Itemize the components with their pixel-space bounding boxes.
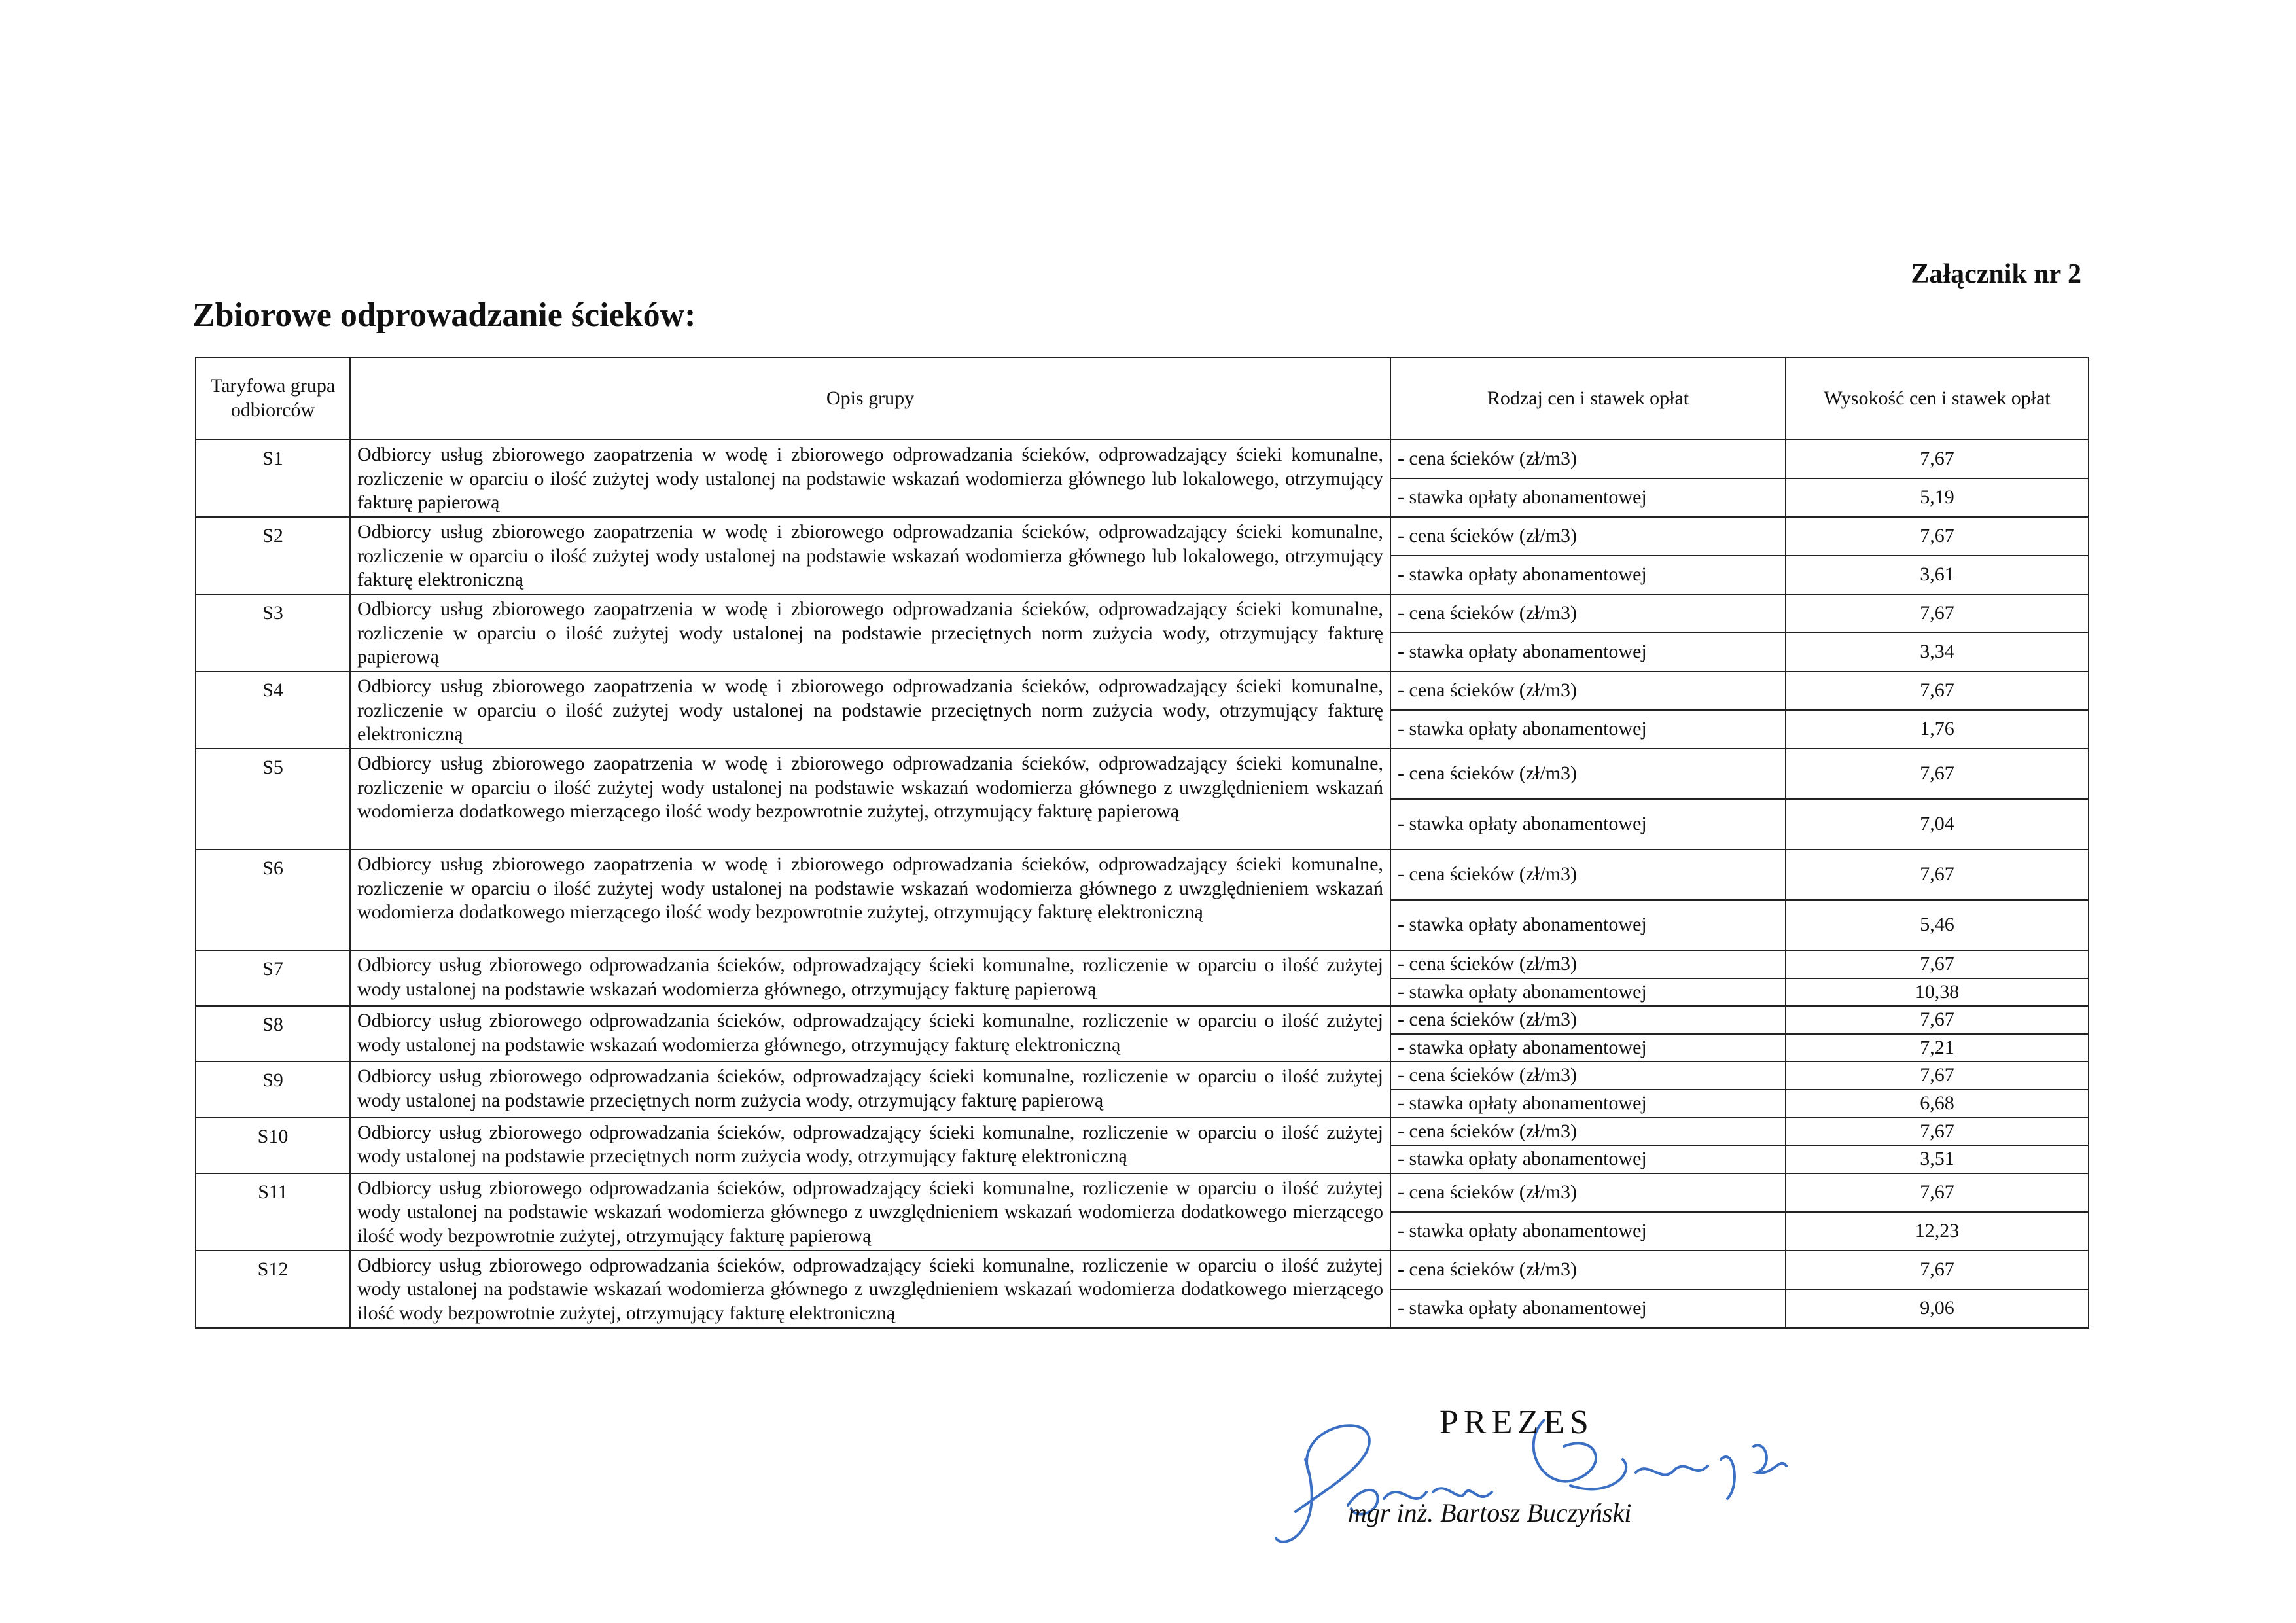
sewage-price-label: - cena ścieków (zł/m3) <box>1390 749 1786 799</box>
group-description: Odbiorcy usług zbiorowego odprowadzania ścieków, odprowadzający ścieki komunalne, rozliczenie w oparciu o ilość zużytej wody ustalonej na podstawie wskazań wodomierza głównego, otrzymujący fakturę elektroniczną <box>350 1006 1390 1061</box>
sewage-price-label: - cena ścieków (zł/m3) <box>1390 950 1786 978</box>
subscription-fee-label: - stawka opłaty abonamentowej <box>1390 478 1786 517</box>
tariff-table-body <box>196 440 2089 1328</box>
subscription-fee-value: 12,23 <box>1786 1212 2089 1251</box>
sewage-price-label: - cena ścieków (zł/m3) <box>1390 1061 1786 1090</box>
group-code: S2 <box>196 517 350 594</box>
table-row <box>196 1251 2089 1289</box>
sewage-price-label: - cena ścieków (zł/m3) <box>1390 1251 1786 1289</box>
sewage-price-label: - cena ścieków (zł/m3) <box>1390 849 1786 900</box>
subscription-fee-label: - stawka opłaty abonamentowej <box>1390 556 1786 594</box>
sewage-price-value: 7,67 <box>1786 440 2089 478</box>
group-description: Odbiorcy usług zbiorowego odprowadzania ścieków, odprowadzający ścieki komunalne, rozliczenie w oparciu o ilość zużytej wody ustalonej na podstawie przeciętnych norm zużycia wody, otrzymujący fakturę elektroniczną <box>350 1118 1390 1173</box>
group-code: S10 <box>196 1118 350 1173</box>
column-header-charge-value: Wysokość cen i stawek opłat <box>1786 357 2089 440</box>
group-code: S11 <box>196 1173 350 1251</box>
table-row <box>196 517 2089 556</box>
group-description: Odbiorcy usług zbiorowego odprowadzania ścieków, odprowadzający ścieki komunalne, rozliczenie w oparciu o ilość zużytej wody ustalonej na podstawie wskazań wodomierza głównego z uwzględnieniem wskazań wodomierza dodatkowego mierzącego ilość wody bezpowrotnie zużytej, otrzymujący fakturę papierową <box>350 1173 1390 1251</box>
table-row <box>196 440 2089 478</box>
group-code: S9 <box>196 1061 350 1117</box>
group-code: S3 <box>196 594 350 671</box>
group-description: Odbiorcy usług zbiorowego zaopatrzenia w wodę i zbiorowego odprowadzania ścieków, odprowadzający ścieki komunalne, rozliczenie w oparciu o ilość zużytej wody ustalonej na podstawie wskazań wodomierza głównego lub lokalowego, otrzymujący fakturę elektroniczną <box>350 517 1390 594</box>
sewage-price-value: 7,67 <box>1786 671 2089 710</box>
subscription-fee-label: - stawka opłaty abonamentowej <box>1390 710 1786 749</box>
group-code: S5 <box>196 749 350 849</box>
attachment-number: Załącznik nr 2 <box>1911 259 2081 289</box>
sewage-price-label: - cena ścieków (zł/m3) <box>1390 517 1786 556</box>
sewage-price-value: 7,67 <box>1786 1006 2089 1034</box>
table-row <box>196 594 2089 633</box>
subscription-fee-value: 7,04 <box>1786 799 2089 849</box>
sewage-price-value: 7,67 <box>1786 594 2089 633</box>
group-description: Odbiorcy usług zbiorowego zaopatrzenia w wodę i zbiorowego odprowadzania ścieków, odprowadzający ścieki komunalne, rozliczenie w oparciu o ilość zużytej wody ustalonej na podstawie wskazań wodomierza głównego z uwzględnieniem wskazań wodomierza dodatkowego mierzącego ilość wody bezpowrotnie zużytej, otrzymujący fakturę elektroniczną <box>350 849 1390 950</box>
subscription-fee-value: 7,21 <box>1786 1034 2089 1062</box>
signatory-name: mgr inż. Bartosz Buczyński <box>1348 1498 1632 1527</box>
subscription-fee-value: 10,38 <box>1786 978 2089 1007</box>
subscription-fee-value: 6,68 <box>1786 1090 2089 1118</box>
sewage-price-label: - cena ścieków (zł/m3) <box>1390 440 1786 478</box>
subscription-fee-value: 3,61 <box>1786 556 2089 594</box>
table-row <box>196 1173 2089 1212</box>
sewage-price-label: - cena ścieków (zł/m3) <box>1390 1006 1786 1034</box>
column-header-group: Taryfowa grupa odbiorców <box>196 357 350 440</box>
subscription-fee-value: 9,06 <box>1786 1289 2089 1328</box>
table-row <box>196 1061 2089 1090</box>
sewage-price-value: 7,67 <box>1786 950 2089 978</box>
subscription-fee-label: - stawka opłaty abonamentowej <box>1390 1034 1786 1062</box>
group-description: Odbiorcy usług zbiorowego zaopatrzenia w wodę i zbiorowego odprowadzania ścieków, odprowadzający ścieki komunalne, rozliczenie w oparciu o ilość zużytej wody ustalonej na podstawie przeciętnych norm zużycia wody, otrzymujący fakturę elektroniczną <box>350 671 1390 749</box>
group-code: S8 <box>196 1006 350 1061</box>
sewage-price-label: - cena ścieków (zł/m3) <box>1390 1173 1786 1212</box>
subscription-fee-label: - stawka opłaty abonamentowej <box>1390 1090 1786 1118</box>
subscription-fee-label: - stawka opłaty abonamentowej <box>1390 1289 1786 1328</box>
subscription-fee-value: 5,46 <box>1786 900 2089 950</box>
group-code: S7 <box>196 950 350 1006</box>
group-description: Odbiorcy usług zbiorowego odprowadzania ścieków, odprowadzający ścieki komunalne, rozliczenie w oparciu o ilość zużytej wody ustalonej na podstawie przeciętnych norm zużycia wody, otrzymujący fakturę papierową <box>350 1061 1390 1117</box>
subscription-fee-value: 3,51 <box>1786 1145 2089 1173</box>
group-description: Odbiorcy usług zbiorowego odprowadzania ścieków, odprowadzający ścieki komunalne, rozliczenie w oparciu o ilość zużytej wody ustalonej na podstawie wskazań wodomierza głównego z uwzględnieniem wskazań wodomierza dodatkowego mierzącego ilość wody bezpowrotnie zużytej, otrzymujący fakturę elektroniczną <box>350 1251 1390 1328</box>
signature-block <box>1269 1394 1812 1564</box>
sewage-price-value: 7,67 <box>1786 517 2089 556</box>
sewage-price-value: 7,67 <box>1786 1173 2089 1212</box>
group-description: Odbiorcy usług zbiorowego zaopatrzenia w wodę i zbiorowego odprowadzania ścieków, odprowadzający ścieki komunalne, rozliczenie w oparciu o ilość zużytej wody ustalonej na podstawie przeciętnych norm zużycia wody, otrzymujący fakturę papierową <box>350 594 1390 671</box>
subscription-fee-value: 3,34 <box>1786 633 2089 671</box>
subscription-fee-label: - stawka opłaty abonamentowej <box>1390 978 1786 1007</box>
table-row <box>196 671 2089 710</box>
group-description: Odbiorcy usług zbiorowego zaopatrzenia w wodę i zbiorowego odprowadzania ścieków, odprowadzający ścieki komunalne, rozliczenie w oparciu o ilość zużytej wody ustalonej na podstawie wskazań wodomierza głównego lub lokalowego, otrzymujący fakturę papierową <box>350 440 1390 517</box>
sewage-price-value: 7,67 <box>1786 749 2089 799</box>
signature-ink-text: Bartosz Buczyński <box>1289 1550 1358 1560</box>
subscription-fee-label: - stawka opłaty abonamentowej <box>1390 633 1786 671</box>
group-code: S6 <box>196 849 350 950</box>
signatory-title: PREZES <box>1439 1404 1594 1441</box>
group-code: S1 <box>196 440 350 517</box>
table-row <box>196 1118 2089 1146</box>
subscription-fee-label: - stawka opłaty abonamentowej <box>1390 1212 1786 1251</box>
tariff-table <box>195 357 2089 1329</box>
group-description: Odbiorcy usług zbiorowego zaopatrzenia w wodę i zbiorowego odprowadzania ścieków, odprowadzający ścieki komunalne, rozliczenie w oparciu o ilość zużytej wody ustalonej na podstawie wskazań wodomierza głównego z uwzględnieniem wskazań wodomierza dodatkowego mierzącego ilość wody bezpowrotnie zużytej, otrzymujący fakturę papierową <box>350 749 1390 849</box>
table-row <box>196 849 2089 900</box>
group-description: Odbiorcy usług zbiorowego odprowadzania ścieków, odprowadzający ścieki komunalne, rozliczenie w oparciu o ilość zużytej wody ustalonej na podstawie wskazań wodomierza głównego, otrzymujący fakturę papierową <box>350 950 1390 1006</box>
table-row <box>196 749 2089 799</box>
column-header-charge-type: Rodzaj cen i stawek opłat <box>1390 357 1786 440</box>
table-row <box>196 1006 2089 1034</box>
sewage-price-value: 7,67 <box>1786 849 2089 900</box>
page-title: Zbiorowe odprowadzanie ścieków: <box>192 296 696 334</box>
group-code: S12 <box>196 1251 350 1328</box>
sewage-price-value: 7,67 <box>1786 1251 2089 1289</box>
column-header-description: Opis grupy <box>350 357 1390 440</box>
subscription-fee-label: - stawka opłaty abonamentowej <box>1390 799 1786 849</box>
sewage-price-label: - cena ścieków (zł/m3) <box>1390 671 1786 710</box>
subscription-fee-label: - stawka opłaty abonamentowej <box>1390 900 1786 950</box>
subscription-fee-value: 5,19 <box>1786 478 2089 517</box>
group-code: S4 <box>196 671 350 749</box>
sewage-price-label: - cena ścieków (zł/m3) <box>1390 1118 1786 1146</box>
table-row <box>196 950 2089 978</box>
subscription-fee-value: 1,76 <box>1786 710 2089 749</box>
table-header-row <box>196 357 2089 440</box>
sewage-price-value: 7,67 <box>1786 1061 2089 1090</box>
sewage-price-value: 7,67 <box>1786 1118 2089 1146</box>
sewage-price-label: - cena ścieków (zł/m3) <box>1390 594 1786 633</box>
subscription-fee-label: - stawka opłaty abonamentowej <box>1390 1145 1786 1173</box>
